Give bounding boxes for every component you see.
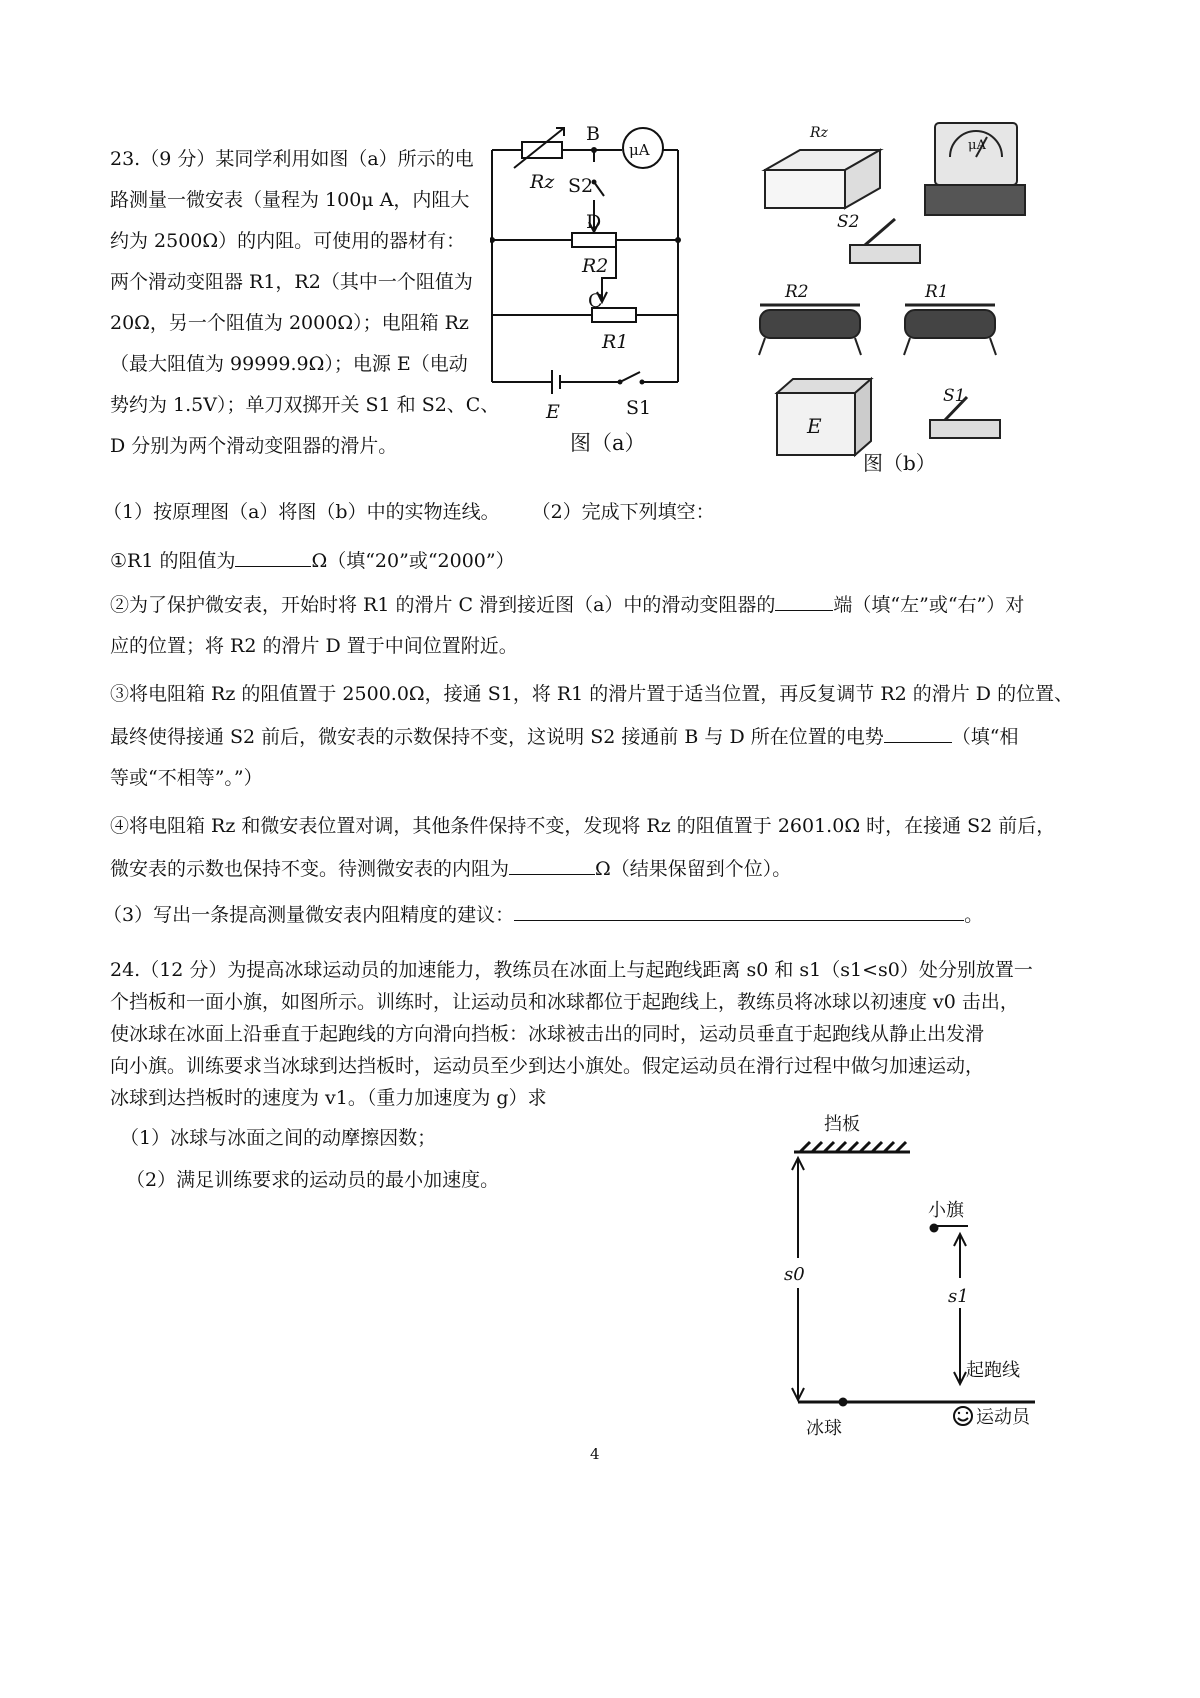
q23-intro-line-1: 23.（9 分）某同学利用如图（a）所示的电 xyxy=(110,148,474,170)
q24-fig-s0: s0 xyxy=(784,1264,805,1285)
q24-sub-2: （2）满足训练要求的运动员的最小加速度。 xyxy=(126,1169,500,1191)
fig-a-label-d: D xyxy=(586,211,602,233)
fig-a-label-r1: R1 xyxy=(602,331,629,353)
q23-item3-blank[interactable] xyxy=(884,722,952,743)
fig-a-label-e: E xyxy=(546,401,560,423)
q23-part2: （2）完成下列填空： xyxy=(531,501,715,523)
fig-a-caption: 图（a） xyxy=(570,431,646,455)
q23-intro-line-6: （最大阻值为 99999.9Ω）；电源 E（电动 xyxy=(110,353,468,375)
fig-b-label-r1: R1 xyxy=(925,282,949,302)
page-number: 4 xyxy=(590,1445,600,1463)
q24-fig-puck: 冰球 xyxy=(806,1418,842,1438)
q24-figure xyxy=(770,1108,1045,1438)
q23-part1: （1）按原理图（a）将图（b）中的实物连线。 xyxy=(103,501,500,523)
q24-fig-start-line: 起跑线 xyxy=(966,1360,1020,1381)
fig-a-label-b: B xyxy=(586,123,600,145)
q23-item4-line1: ④将电阻箱 Rz 和微安表位置对调，其他条件保持不变，发现将 Rz 的阻值置于 2601.0Ω 时，在接通 S2 前后， xyxy=(110,815,1056,837)
q23-part3-blank[interactable] xyxy=(514,900,964,921)
q23-item3-line1: ③将电阻箱 Rz 的阻值置于 2500.0Ω，接通 S1，将 R1 的滑片置于适当位置，再反复调节 R2 的滑片 D 的位置、 xyxy=(110,683,1074,705)
q23-intro-line-8: D 分别为两个滑动变阻器的滑片。 xyxy=(110,435,398,457)
q23-item4-tail: Ω（结果保留到个位）。 xyxy=(595,858,792,880)
fig-b-label-r2: R2 xyxy=(785,282,809,302)
q23-part3-text: （3）写出一条提高测量微安表内阻精度的建议： xyxy=(103,904,515,926)
fig-a-label-ua: μA xyxy=(629,141,650,159)
q23-item4-text: 微安表的示数也保持不变。待测微安表的内阻为 xyxy=(110,858,510,880)
q24-fig-baffle: 挡板 xyxy=(824,1114,860,1135)
fig-b-label-rz: Rz xyxy=(810,125,828,141)
fig-a-label-s1: S1 xyxy=(626,397,652,419)
q24-line-4: 向小旗。训练要求当冰球到达挡板时，运动员至少到达小旗处。假定运动员在滑行过程中做匀加速运动， xyxy=(110,1055,985,1077)
q23-item2-blank[interactable] xyxy=(775,590,833,611)
fig-a-label-s2: S2 xyxy=(568,175,594,197)
q23-item1-tail: Ω（填“20”或“2000”） xyxy=(311,550,515,572)
q23-item4-blank[interactable] xyxy=(509,854,595,875)
q23-item1-text: ①R1 的阻值为 xyxy=(110,550,236,572)
q23-item3-tail: （填“相 xyxy=(951,726,1019,748)
q23-intro-line-2: 路测量一微安表（量程为 100μ A，内阻大 xyxy=(110,189,470,211)
fig-a-label-r2: R2 xyxy=(582,255,609,277)
q23-item3-text: 最终使得接通 S2 前后，微安表的示数保持不变，这说明 S2 接通前 B 与 D 所在位置的电势 xyxy=(110,726,884,748)
figure-a-circuit xyxy=(490,120,700,475)
q23-intro-line-4: 两个滑动变阻器 R1，R2（其中一个阻值为 xyxy=(110,271,473,293)
fig-b-label-s1: S1 xyxy=(943,386,966,406)
q23-item2-line2: 应的位置；将 R2 的滑片 D 置于中间位置附近。 xyxy=(110,635,518,657)
q23-intro-line-7: 势约为 1.5V）；单刀双掷开关 S1 和 S2、C、 xyxy=(110,394,500,416)
q24-sub-1: （1）冰球与冰面之间的动摩擦因数； xyxy=(120,1127,437,1149)
q23-intro-line-3: 约为 2500Ω）的内阻。可使用的器材有： xyxy=(110,230,466,252)
fig-b-label-e: E xyxy=(807,414,822,438)
q23-part3-tail: 。 xyxy=(964,904,984,926)
fig-b-caption: 图（b） xyxy=(863,451,936,475)
q23-item2-text: ②为了保护微安表，开始时将 R1 的滑片 C 滑到接近图（a）中的滑动变阻器的 xyxy=(110,594,776,616)
q24-line-3: 使冰球在冰面上沿垂直于起跑线的方向滑向挡板：冰球被击出的同时，运动员垂直于起跑线从静止出发滑 xyxy=(110,1023,985,1045)
q24-fig-flag: 小旗 xyxy=(928,1200,964,1221)
q23-item2-tail: 端（填“左”或“右”）对 xyxy=(833,594,1025,616)
fig-b-label-ua: μA xyxy=(968,138,986,153)
q24-fig-s1: s1 xyxy=(948,1286,969,1307)
q23-item1-blank[interactable] xyxy=(235,546,311,567)
q23-intro-line-5: 20Ω，另一个阻值为 2000Ω）；电阻箱 Rz xyxy=(110,312,469,334)
q24-line-5: 冰球到达挡板时的速度为 v1。（重力加速度为 g）求 xyxy=(110,1087,547,1109)
figure-b-equipment xyxy=(755,115,1055,480)
fig-a-label-c: C xyxy=(588,290,603,312)
q24-fig-athlete: 运动员 xyxy=(976,1407,1030,1428)
q24-line-1: 24.（12 分）为提高冰球运动员的加速能力，教练员在冰面上与起跑线距离 s0 和 s1（s1<s0）处分别放置一 xyxy=(110,959,1033,981)
q24-line-2: 个挡板和一面小旗，如图所示。训练时，让运动员和冰球都位于起跑线上，教练员将冰球以初速度 v0 击出， xyxy=(110,991,1019,1013)
fig-a-label-rz: Rz xyxy=(530,171,555,193)
fig-b-label-s2: S2 xyxy=(837,212,860,232)
q23-item3-line3: 等或“不相等”。”） xyxy=(110,767,263,789)
